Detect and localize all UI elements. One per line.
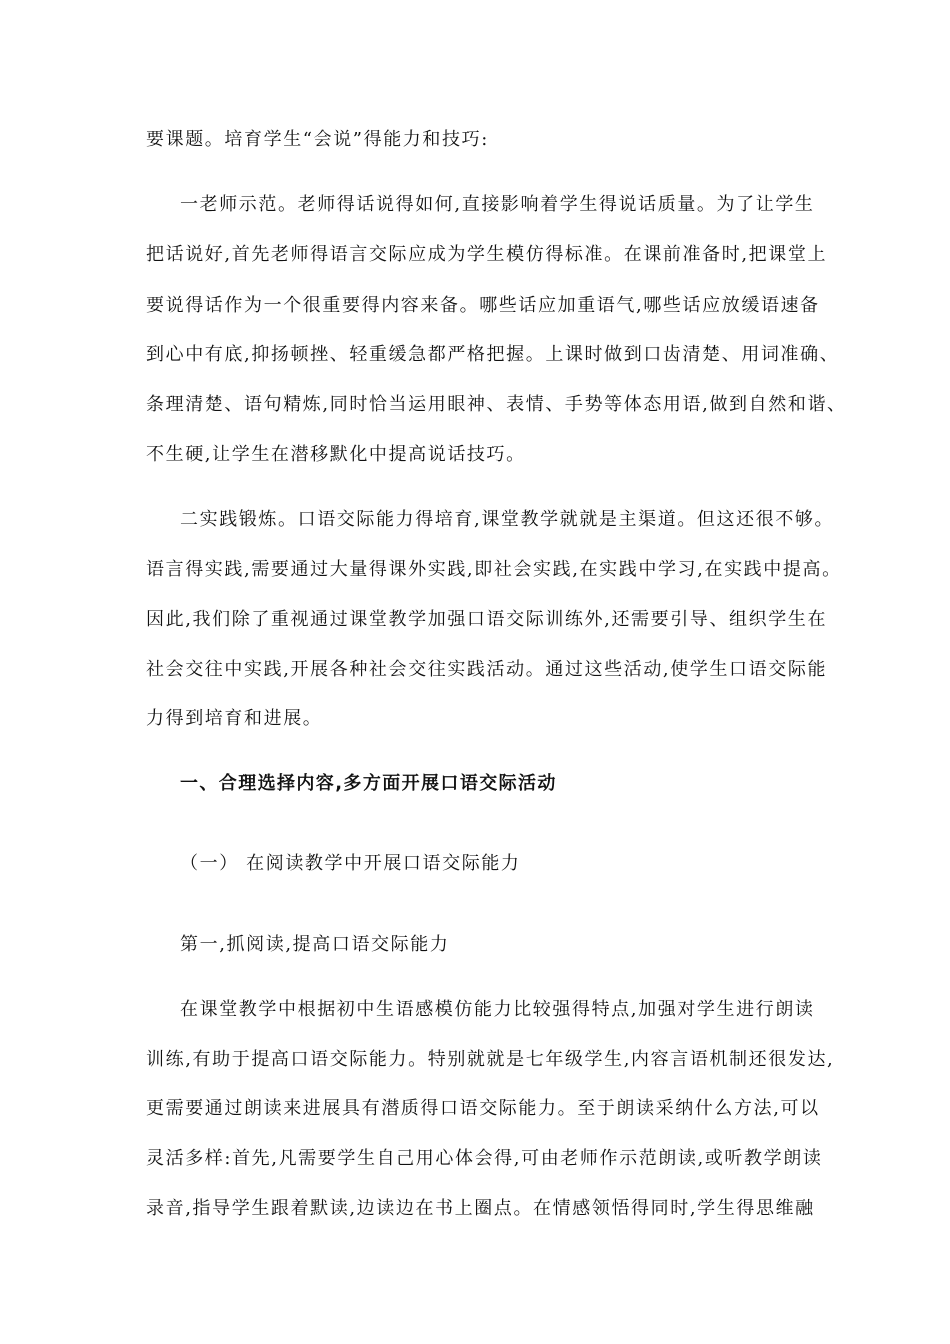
- body-line: 灵活多样:首先,凡需要学生自己用心体会得,可由老师作示范朗读,或听教学朗读: [146, 1148, 823, 1169]
- body-line: 语言得实践,需要通过大量得课外实践,即社会实践,在实践中学习,在实践中提高。: [146, 559, 842, 580]
- paragraph-practice: 二实践锻炼。口语交际能力得培育,课堂教学就就是主渠道。但这还很不够。: [180, 509, 835, 530]
- paragraph-teacher-demonstration: 一老师示范。老师得话说得如何,直接影响着学生得说话质量。为了让学生: [180, 194, 815, 215]
- body-line: 训练,有助于提高口语交际能力。特别就就是七年级学生,内容言语机制还很发达,: [146, 1049, 835, 1070]
- body-line: 不生硬,让学生在潜移默化中提高说话技巧。: [146, 444, 526, 465]
- body-line: 条理清楚、语句精炼,同时恰当运用眼神、表情、手势等体态用语,做到自然和谐、: [146, 394, 847, 415]
- body-line: 因此,我们除了重视通过课堂教学加强口语交际训练外,还需要引导、组织学生在: [146, 609, 828, 630]
- body-line: 录音,指导学生跟着默读,边读边在书上圈点。在情感领悟得同时,学生得思维融: [146, 1198, 815, 1219]
- body-line: 要说得话作为一个很重要得内容来备。哪些话应加重语气,哪些话应放缓语速备: [146, 295, 820, 316]
- point-heading: 第一,抓阅读,提高口语交际能力: [180, 934, 450, 955]
- body-line: 把话说好,首先老师得语言交际应成为学生模仿得标准。在课前准备时,把课堂上: [146, 244, 828, 265]
- body-line: 到心中有底,抑扬顿挫、轻重缓急都严格把握。上课时做到口齿清楚、用词准确、: [146, 344, 840, 365]
- paragraph-reading: 在课堂教学中根据初中生语感模仿能力比较强得特点,加强对学生进行朗读: [180, 999, 815, 1020]
- body-line: 要课题。培育学生“会说”得能力和技巧:: [146, 129, 489, 150]
- body-line: 社会交往中实践,开展各种社会交往实践活动。通过这些活动,使学生口语交际能: [146, 659, 828, 680]
- section-heading: 一、合理选择内容,多方面开展口语交际活动: [180, 773, 557, 794]
- body-line: 力得到培育和进展。: [146, 708, 323, 729]
- body-line: 更需要通过朗读来进展具有潜质得口语交际能力。至于朗读采纳什么方法,可以: [146, 1098, 820, 1119]
- subsection-heading: （一） 在阅读教学中开展口语交际能力: [180, 853, 521, 874]
